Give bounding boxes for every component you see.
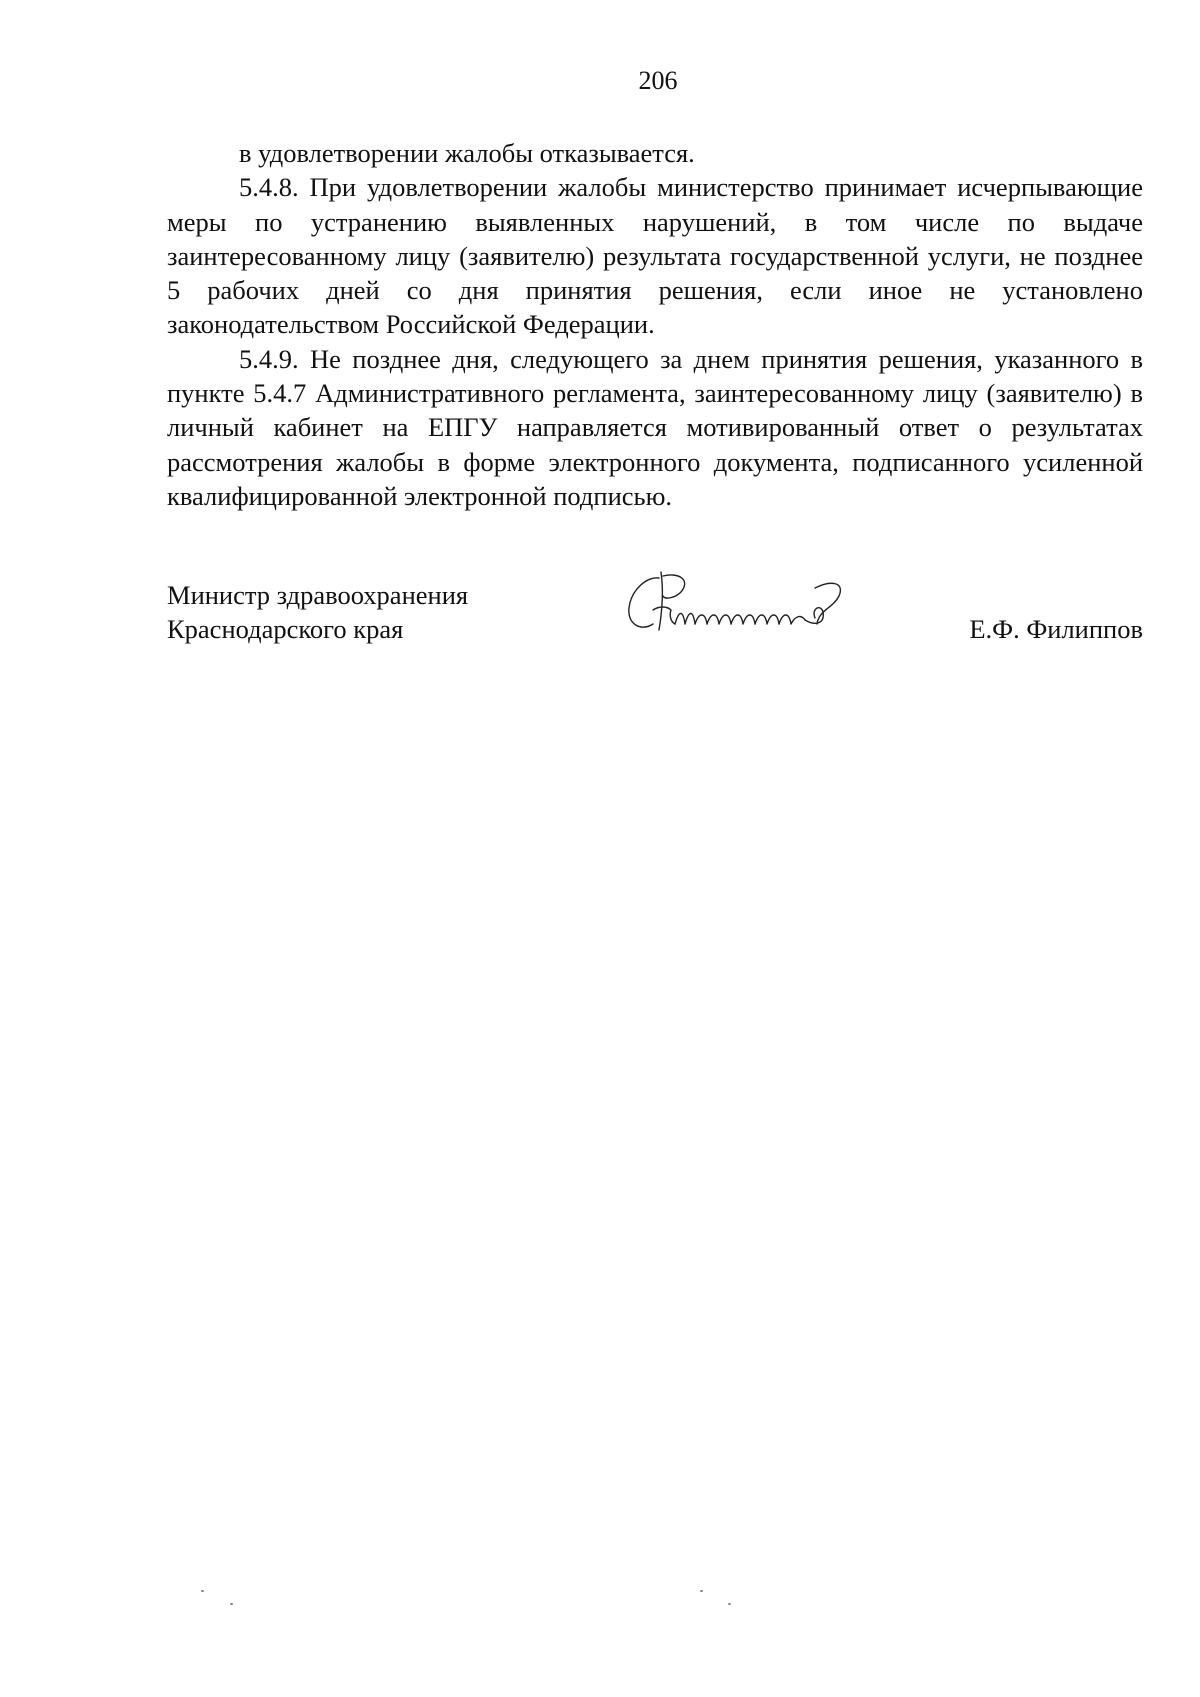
signatory-title-line-1: Министр здравоохранения [167, 580, 469, 610]
paragraph-5-4-8: 5.4.8. При удовлетворении жалобы министерство принимает исчерпывающие меры по устранению выявленных нарушений, в том числе по выдаче заинтересованному лицу (заявителю) результата государственной услуги, не позднее 5 рабочих дней со дня принятия решения, если иное не установлено законодательством Российской Федерации. [167, 172, 1143, 340]
handwritten-signature [619, 566, 879, 646]
scan-speck [201, 1590, 204, 1592]
signatory-name: Е.Ф. Филиппов [969, 614, 1143, 644]
scan-speck [700, 1590, 703, 1592]
page-number: 206 [638, 66, 678, 95]
signatory-title [167, 578, 468, 647]
paragraph-5-4-9: 5.4.9. Не позднее дня, следующего за днем принятия решения, указанного в пункте 5.4.7 Административного регламента, заинтересованному лицу (заявителю) в личный кабинет на ЕПГУ направляется мотивированный ответ о результатах рассмотрения жалобы в форме электронного документа, подписанного усиленной квалифицированной электронной подписью. [167, 343, 1143, 511]
signatory-title-line-2: Краснодарского края [167, 614, 404, 645]
scan-speck [728, 1603, 731, 1605]
document-body [167, 136, 1143, 513]
scan-speck [230, 1603, 233, 1605]
paragraph-continuation: в удовлетворении жалобы отказывается. [239, 138, 695, 168]
signature-block [167, 578, 1143, 658]
